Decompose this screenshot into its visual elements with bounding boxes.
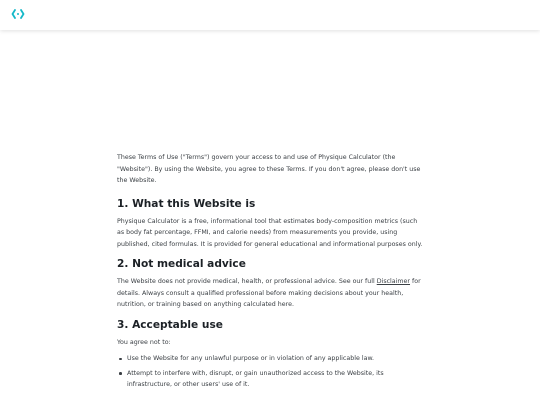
- section-body: Physique Calculator is a free, informational tool that estimates body-composition metrics (such as body fat percentage, FFMI, and calorie needs) from measurements you provide, using published, cited formulas. It is provided for general educational and informational purposes only.: [117, 217, 423, 248]
- top-navigation-bar: [0, 0, 540, 30]
- section-acceptable-use: [117, 318, 423, 391]
- section-heading: 1. What this Website is: [117, 197, 256, 210]
- list-item: Attempt to interfere with, disrupt, or gain unauthorized access to the Website, its infrastructure, or other users' use of it.: [117, 368, 423, 391]
- body-text-before-link: The Website does not provide medical, health, or professional advice. See our full: [117, 278, 377, 285]
- terms-content: [117, 152, 423, 398]
- list-item: Use the Website for any unlawful purpose or in violation of any applicable law.: [117, 353, 423, 365]
- section-not-medical-advice: [117, 257, 423, 311]
- section-body: You agree not to:: [117, 338, 171, 346]
- logo-graphic: [11, 9, 25, 19]
- disclaimer-link[interactable]: Disclaimer: [376, 278, 411, 285]
- acceptable-use-list: [117, 353, 423, 391]
- section-body: [117, 276, 423, 311]
- section-heading: 2. Not medical advice: [117, 258, 246, 270]
- brackets-logo-icon[interactable]: [11, 9, 25, 19]
- body-text-after-link: for details. Always consult a qualified professional before making decisions about your health, nutrition, or training based on anything calculated here.: [117, 278, 421, 308]
- terms-intro: These Terms of Use ("Terms") govern your access to and use of Physique Calculator (the "Website"). By using the Website, you agree to these Terms. If you don't agree, please don't use the Website.: [117, 154, 421, 184]
- section-what-this-website-is: [117, 197, 423, 251]
- section-heading: 3. Acceptable use: [117, 318, 223, 331]
